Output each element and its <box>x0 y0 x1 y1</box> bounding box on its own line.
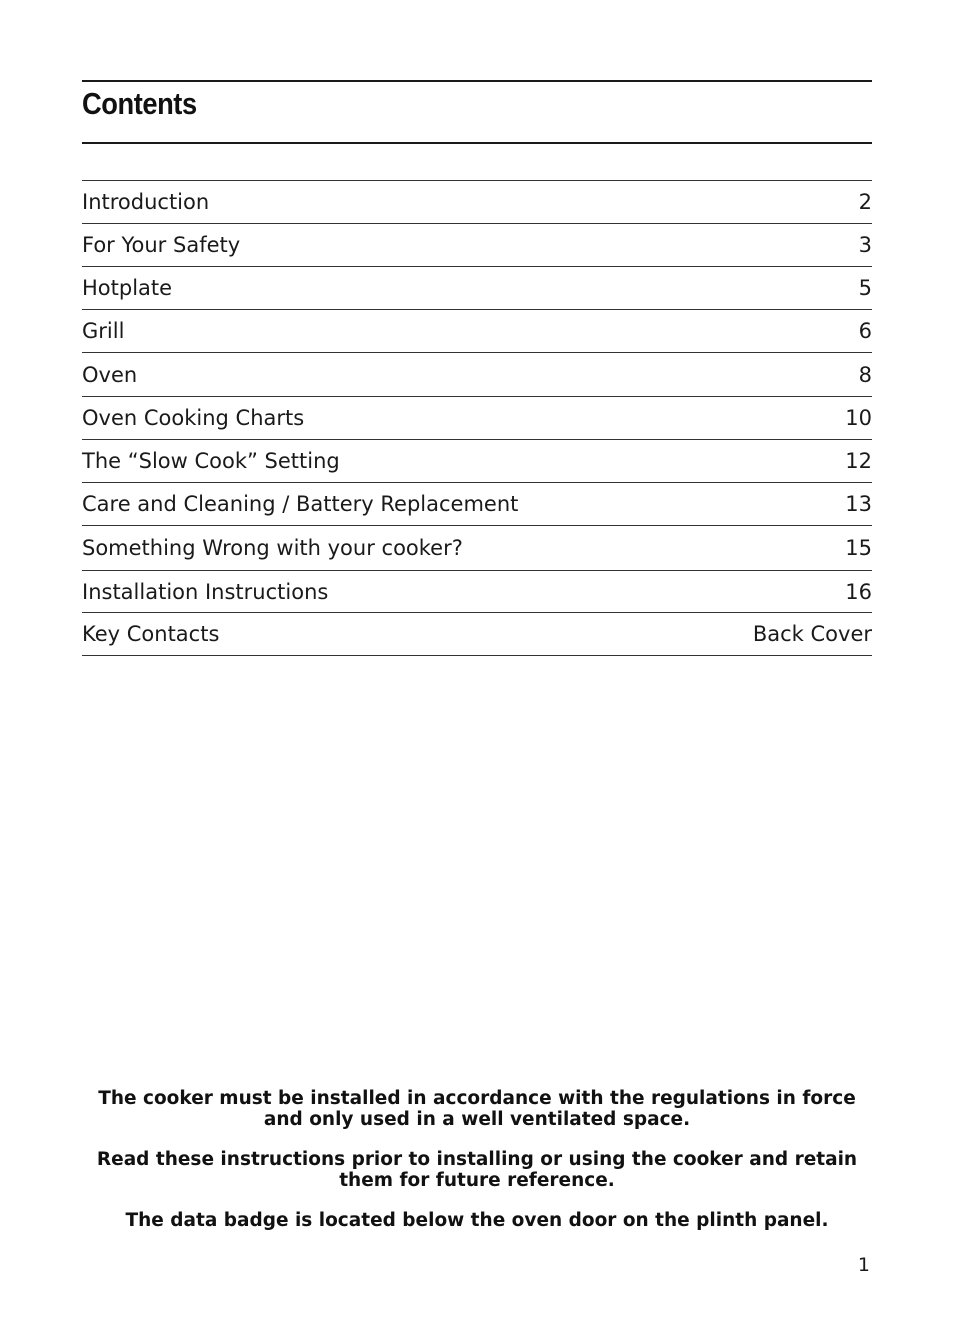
toc-page: Back Cover <box>752 622 872 646</box>
toc-row-hotplate[interactable] <box>82 267 872 310</box>
toc-page: 5 <box>858 276 872 300</box>
toc-label: The “Slow Cook” Setting <box>82 449 340 473</box>
toc-label: For Your Safety <box>82 233 241 257</box>
toc-label: Installation Instructions <box>82 579 329 604</box>
toc-label: Oven <box>82 362 138 387</box>
note-installation: The cooker must be installed in accordance with the regulations in force and only used in a well ventilated space. <box>98 1088 856 1130</box>
toc-row-grill[interactable] <box>82 310 872 353</box>
title-rule <box>82 142 872 144</box>
note-read-instructions: Read these instructions prior to installing or using the cooker and retain them for future reference. <box>96 1149 858 1191</box>
toc-page: 13 <box>845 492 872 516</box>
toc-row-something-wrong[interactable] <box>82 526 872 571</box>
toc-row-oven-cooking-charts[interactable] <box>82 397 872 440</box>
page-number: 1 <box>857 1254 870 1276</box>
toc-label: Grill <box>82 319 125 343</box>
toc-row-introduction[interactable] <box>82 181 872 224</box>
top-rule <box>82 80 872 82</box>
toc-page: 12 <box>845 449 872 473</box>
toc-label: Oven Cooking Charts <box>82 406 305 430</box>
toc-page: 16 <box>845 579 872 604</box>
toc-label: Care and Cleaning / Battery Replacement <box>82 492 519 516</box>
toc-row-installation[interactable] <box>82 571 872 613</box>
toc-page: 3 <box>858 233 872 257</box>
toc-label: Hotplate <box>82 276 173 300</box>
toc-page: 8 <box>858 362 872 387</box>
note-data-badge: The data badge is located below the oven door on the plinth panel. <box>125 1210 829 1231</box>
toc-row-care-cleaning[interactable] <box>82 483 872 526</box>
toc-label: Something Wrong with your cooker? <box>82 536 463 560</box>
toc-row-slow-cook[interactable] <box>82 440 872 483</box>
toc-row-safety[interactable] <box>82 224 872 267</box>
toc-row-key-contacts[interactable] <box>82 613 872 656</box>
toc-label: Key Contacts <box>82 622 220 646</box>
toc-page: 15 <box>845 536 872 560</box>
toc-page: 6 <box>858 319 872 343</box>
toc-row-oven[interactable] <box>82 353 872 397</box>
installation-notes <box>82 1088 872 1250</box>
table-of-contents <box>82 180 872 656</box>
toc-label: Introduction <box>82 190 210 214</box>
page-title: Contents <box>82 86 197 121</box>
toc-page: 10 <box>845 406 872 430</box>
toc-page: 2 <box>858 190 872 214</box>
